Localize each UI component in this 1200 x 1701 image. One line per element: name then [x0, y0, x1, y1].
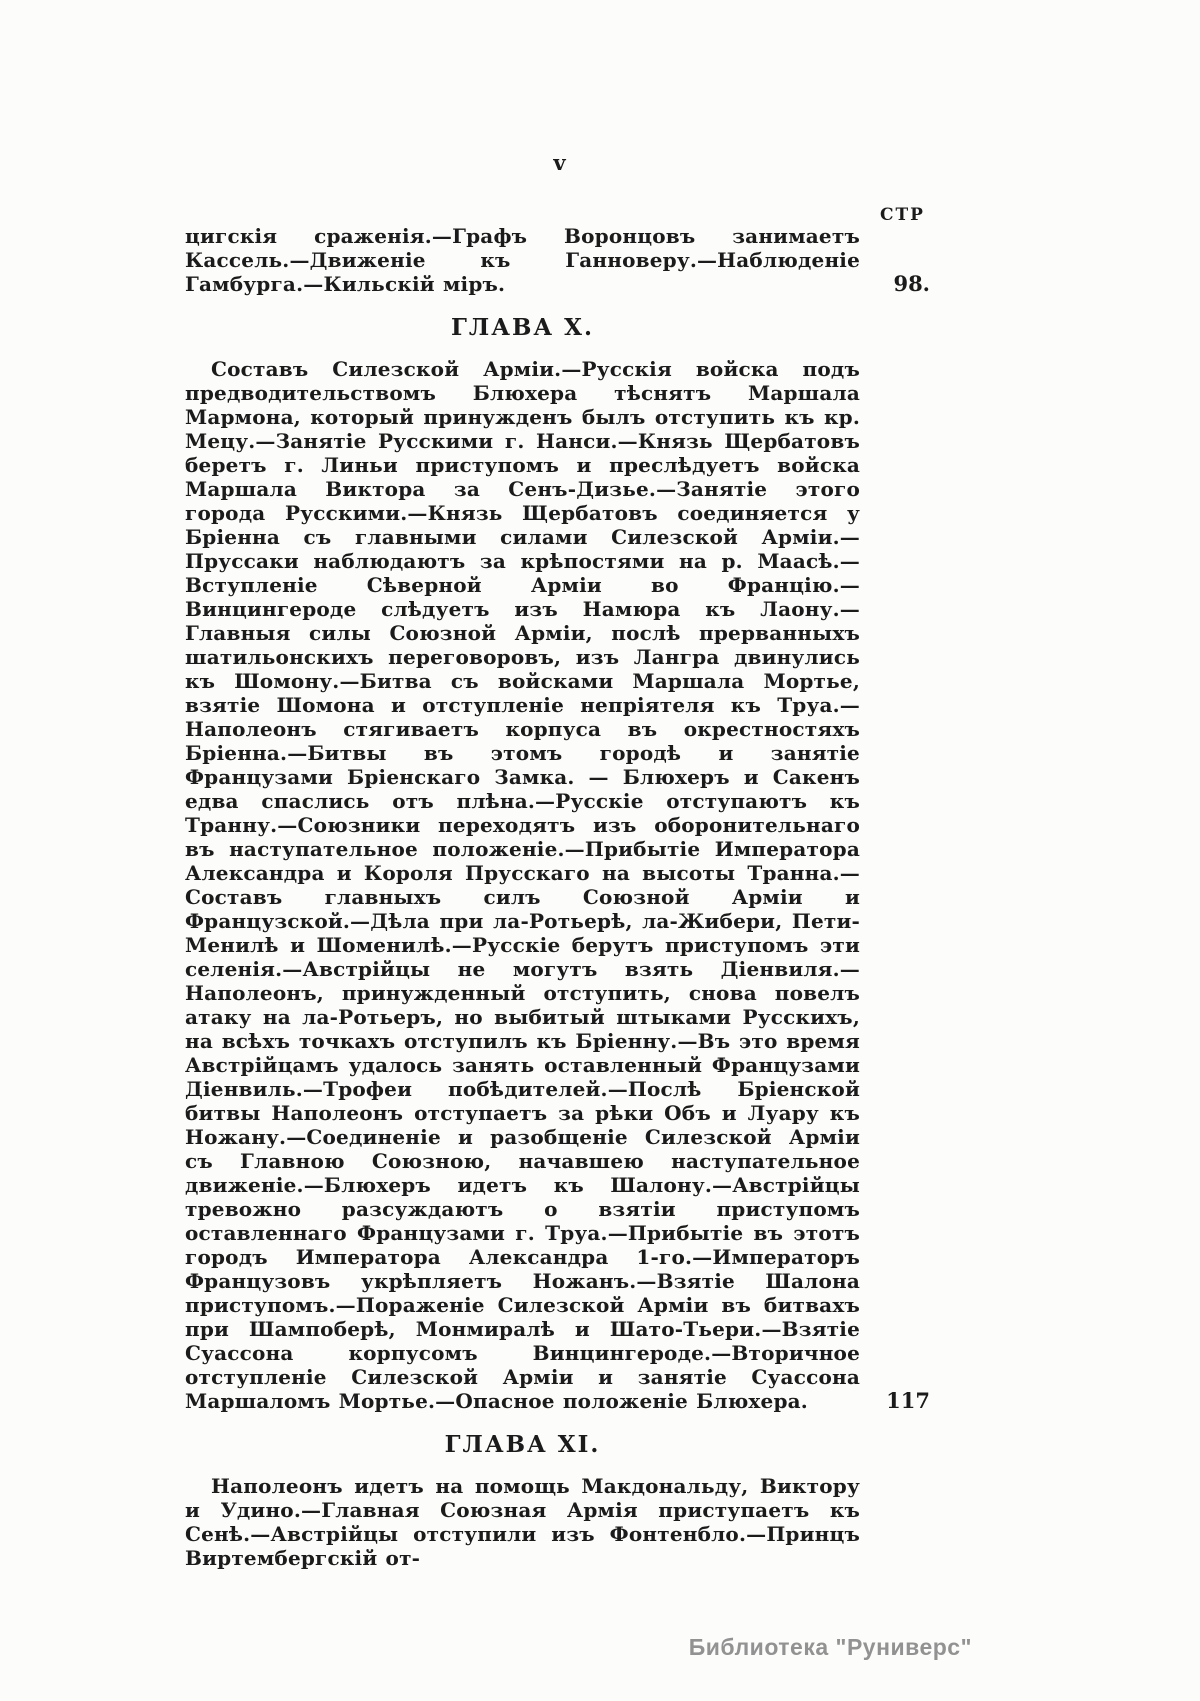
toc-entry-chapter-x [185, 357, 930, 1413]
page-ref-chapter-x: 117 [886, 1388, 930, 1413]
folio-number: v [553, 150, 567, 175]
table-of-contents [185, 224, 930, 1570]
chapter-x-summary-text: Составъ Силезской Арміи.—Русскія войска подъ предводительствомъ Блюхера тѣснятъ Маршала Мармона, который принужденъ былъ отступить къ кр. Мецу.—Занятіе Русскими г. Нанси.—Князь Щербатовъ беретъ г. Линьи приступомъ и преслѣдуетъ войска Маршала Виктора за Сенъ-Дизье.—Занятіе этого города Русскими.—Князь Щербатовъ соединяется у Бріенна съ главными силами Силезской Арміи.—Пруссаки наблюдаютъ за крѣпостями на р. Маасѣ.—Вступленіе Сѣверной Арміи во Францію.—Винцингероде слѣдуетъ изъ Намюра къ Лаону.—Главныя силы Союзной Арміи, послѣ прерванныхъ шатильонскихъ переговоровъ, изъ Лангра двинулись къ Шомону.—Битва съ войсками Маршала Мортье, взятіе Шомона и отступленіе непріятеля къ Труа.—Наполеонъ стягиваетъ корпуса въ окрестностяхъ Бріенна.—Битвы въ этомъ городѣ и занятіе Французами Бріенскаго Замка. — Блюхеръ и Сакенъ едва спаслись отъ плѣна.—Русскіе отступаютъ къ Транну.—Союзники переходятъ изъ оборонительнаго въ наступательное положеніе.—Прибытіе Императора Александра и Короля Прусскаго на высоты Транна.—Составъ главныхъ силъ Союзной Арміи и Французской.—Дѣла при ла-Ротьерѣ, ла-Жибери, Пети-Менилѣ и Шоменилѣ.—Русскіе берутъ приступомъ эти селенія.—Австрійцы не могутъ взять Діенвиля.—Наполеонъ, принужденный отступить, снова повелъ атаку на ла-Ротьеръ, но выбитый штыками Русскихъ, на всѣхъ точкахъ отступилъ къ Бріенну.—Въ это время Австрійцамъ удалось занять оставленный Французами Діенвиль.—Трофеи побѣдителей.—Послѣ Бріенской битвы Наполеонъ отступаетъ за рѣки Объ и Луару къ Ножану.—Соединеніе и разобщеніе Силезской Арміи съ Главною Союзною, начавшею наступательное движеніе.—Блюхеръ идетъ къ Шалону.—Австрійцы тревожно разсуждаютъ о взятіи приступомъ оставленнаго Французами г. Труа.—Прибытіе въ этотъ городъ Императора Александра 1-го.—Императоръ Французовъ укрѣпляетъ Ножанъ.—Взятіе Шалона приступомъ.—Пораженіе Силезской Арміи въ битвахъ при Шампоберѣ, Монмиралѣ и Шато-Тьери.—Взятіе Суассона корпусомъ Винцингероде.—Вторичное отступленіе Силезской Арміи и занятіе Суассона Маршаломъ Мортье.—Опасное положеніе Блюхера. [185, 357, 860, 1413]
chapter-xi-summary-text: Наполеонъ идетъ на помощь Макдональду, Виктору и Удино.—Главная Союзная Армія приступаетъ къ Сенѣ.—Австрійцы отступили изъ Фонтенбло.—Принцъ Виртембергскій от- [185, 1474, 860, 1570]
library-watermark: Библиотека "Руниверс" [688, 1634, 972, 1660]
toc-entry-chapter-xi [185, 1474, 930, 1570]
toc-continuation-text: цигскія сраженія.—Графъ Воронцовъ занимаетъ Кассель.—Движеніе къ Ганноверу.—Наблюденіе Гамбурга.—Кильскій міръ. [185, 224, 860, 296]
chapter-x-heading: ГЛАВА X. [451, 314, 594, 341]
page-ref-continuation: 98. [893, 271, 930, 296]
chapter-xi-heading: ГЛАВА XI. [444, 1431, 601, 1458]
toc-entry-continuation [185, 224, 930, 296]
page-column-header: СТР [880, 205, 925, 225]
